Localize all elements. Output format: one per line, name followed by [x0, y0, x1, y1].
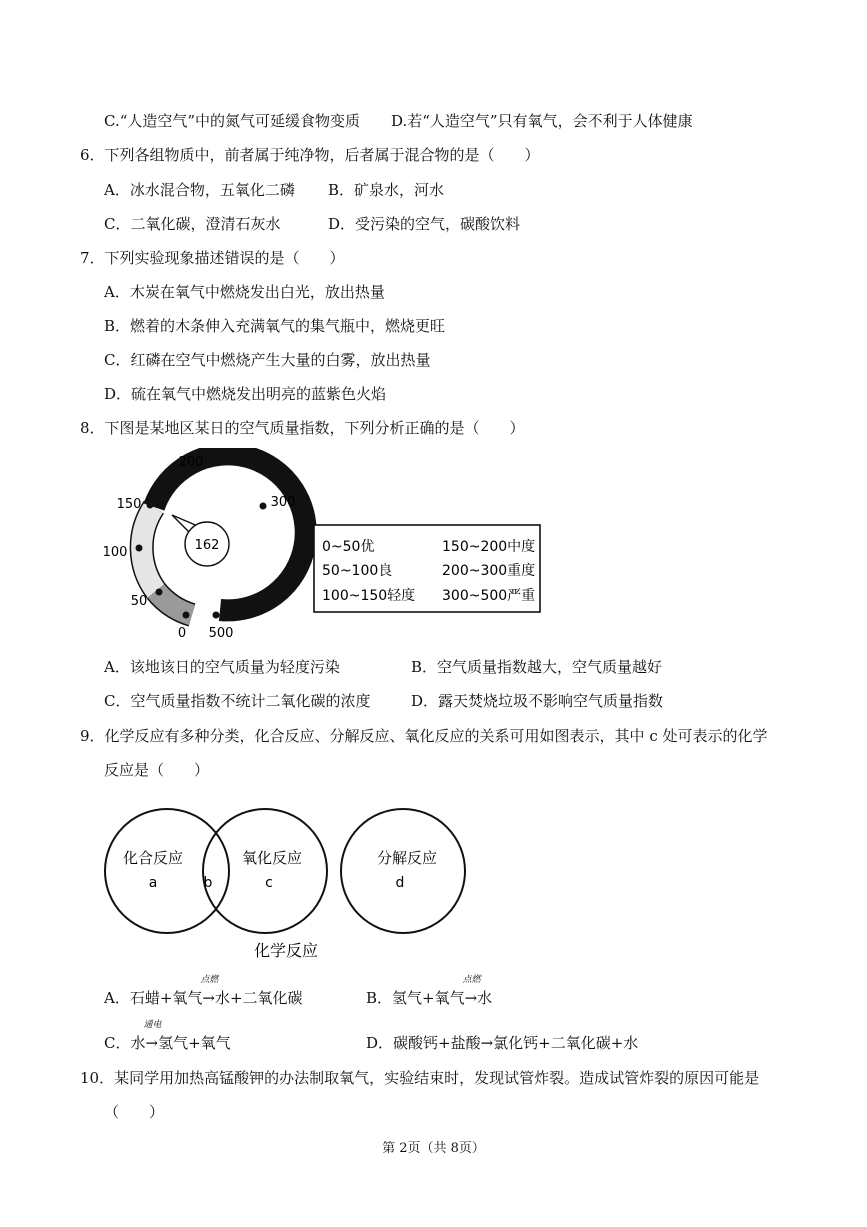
venn-caption: 化学反应: [253, 941, 319, 960]
q7-option-d: D．硫在氧气中燃烧发出明亮的蓝紫色火焰: [104, 385, 387, 403]
tick-label-0: 0: [177, 626, 187, 641]
q9-b-condition: 点燃: [462, 975, 481, 985]
q9-b-right: 水: [477, 989, 493, 1007]
q10-stem-line1: 10．某同学用加热高锰酸钾的办法制取氧气，实验结束时，发现试管炸裂。造成试管炸裂的原因可能是: [80, 1069, 760, 1087]
q7-option-a: A．木炭在氧气中燃烧发出白光，放出热量: [104, 283, 385, 301]
venn-label-combination: 化合反应: [122, 849, 184, 867]
tick-dot-100: [136, 545, 143, 552]
q9-c-condition: 通电: [143, 1020, 162, 1030]
tick-dot-0: [183, 612, 190, 619]
legend-1-1: 200~300重度: [442, 563, 536, 579]
venn-label-oxidation: 氧化反应: [241, 849, 303, 867]
q7-option-b: B．燃着的木条伸入充满氧气的集气瓶中，燃烧更旺: [104, 317, 446, 335]
q9-stem-line1: 9．化学反应有多种分类，化合反应、分解反应、氧化反应的关系可用如图表示，其中 c 处可表示的化学: [80, 727, 768, 745]
tick-dot-150: [147, 502, 154, 509]
tick-label-200: 200: [178, 455, 204, 470]
q9-a-right: 水+二氧化碳: [214, 989, 303, 1007]
page-footer: 第 2页（共 8页）: [382, 1141, 485, 1156]
q9-c-left: C．水: [104, 1034, 146, 1052]
q9-c-right: 氢气+氧气: [158, 1034, 231, 1052]
venn-region-d: d: [395, 875, 405, 891]
tick-dot-500: [213, 612, 220, 619]
venn-circle-combination: [105, 809, 229, 933]
q9-option-d: D．碳酸钙+盐酸→氯化钙+二氧化碳+水: [366, 1034, 639, 1052]
aqi-gauge-figure: [95, 448, 555, 644]
q9-option-c: [104, 1020, 231, 1053]
q9-a-condition-arrow: [200, 975, 219, 1008]
reaction-arrow-icon: →: [202, 989, 215, 1007]
q8-option-c: C．空气质量指数不统计二氧化碳的浓度: [104, 692, 371, 710]
q9-option-a: [104, 975, 303, 1008]
tick-label-100: 100: [102, 545, 128, 560]
gauge-band-dark: [154, 454, 306, 610]
q8-option-a: A．该地该日的空气质量为轻度污染: [104, 658, 340, 676]
tick-label-500: 500: [208, 626, 234, 641]
q7-stem: 7．下列实验现象描述错误的是（ ）: [80, 249, 345, 267]
venn-circle-decomposition: [341, 809, 465, 933]
q8-stem: 8．下图是某地区某日的空气质量指数，下列分析正确的是（ ）: [80, 419, 525, 437]
legend-0-1: 150~200中度: [442, 539, 536, 555]
tick-label-50: 50: [130, 594, 148, 609]
q5-option-d: D.若“人造空气”只有氧气，会不利于人体健康: [391, 112, 693, 130]
q9-b-left: B．氢气+氧气: [366, 989, 465, 1007]
q6-stem: 6．下列各组物质中，前者属于纯净物，后者属于混合物的是（ ）: [80, 146, 540, 164]
reaction-arrow-icon: →: [145, 1034, 159, 1052]
tick-label-300: 300: [270, 495, 296, 510]
q5-option-c: C.“人造空气”中的氮气可延缓食物变质: [104, 112, 361, 130]
tick-label-150: 150: [116, 497, 142, 512]
q6-option-c: C．二氧化碳，澄清石灰水: [104, 215, 281, 233]
venn-region-a: a: [148, 875, 158, 891]
q7-option-c: C．红磷在空气中燃烧产生大量的白雾，放出热量: [104, 351, 431, 369]
venn-label-decomposition: 分解反应: [376, 849, 438, 867]
q9-a-left: A．石蜡+氧气: [104, 989, 203, 1007]
venn-region-b: b: [203, 875, 213, 891]
legend-2-0: 100~150轻度: [322, 588, 416, 604]
gauge-band-light: [142, 507, 156, 591]
q8-option-d: D．露天焚烧垃圾不影响空气质量指数: [411, 692, 664, 710]
q9-stem-line2: 反应是（ ）: [104, 761, 210, 779]
reaction-venn-diagram: [100, 795, 480, 970]
reaction-arrow-icon: →: [464, 989, 478, 1007]
tick-dot-300: [260, 503, 267, 510]
venn-region-c: c: [265, 875, 273, 891]
q6-option-b: B．矿泉水，河水: [328, 181, 445, 199]
gauge-value: 162: [194, 538, 220, 553]
q9-a-condition: 点燃: [200, 975, 219, 985]
q6-option-a: A．冰水混合物，五氧化二磷: [104, 181, 295, 199]
q9-b-condition-arrow: [462, 975, 481, 1008]
q10-stem-line2: （ ）: [104, 1103, 165, 1121]
q9-c-condition-arrow: [143, 1020, 162, 1053]
tick-dot-50: [156, 589, 163, 596]
q6-option-d: D．受污染的空气，碳酸饮料: [328, 215, 521, 233]
legend-0-0: 0~50优: [322, 539, 375, 555]
legend-2-1: 300~500严重: [442, 588, 536, 604]
q9-option-b: [366, 975, 493, 1008]
venn-circle-oxidation: [203, 809, 327, 933]
q8-option-b: B．空气质量指数越大，空气质量越好: [411, 658, 663, 676]
legend-1-0: 50~100良: [322, 563, 393, 579]
